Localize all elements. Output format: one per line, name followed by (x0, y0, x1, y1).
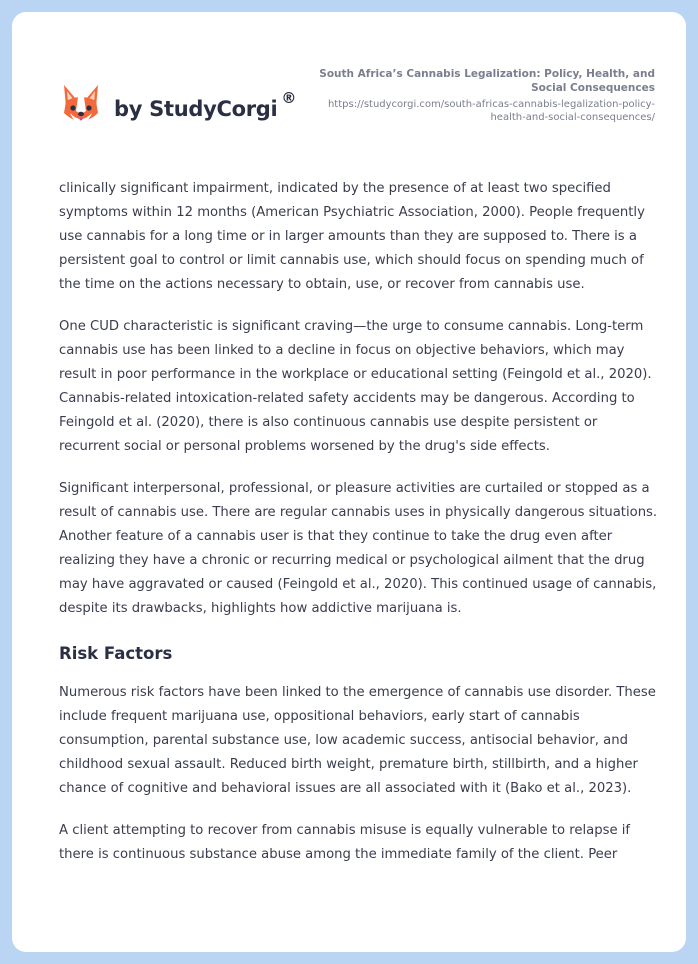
document-header-info (295, 67, 655, 124)
paragraph: A client attempting to recover from cannabis misuse is equally vulnerable to relapse if there is continuous substance abuse among the immediate family of the client. Peer (59, 823, 631, 862)
section-heading: Risk Factors (59, 644, 173, 663)
document-page (12, 12, 686, 952)
paragraph: One CUD characteristic is significant craving—the urge to consume cannabis. Long-term cannabis use has been linked to a decline in focus on objective behaviors, which may result in poor performance in the workplace or educational setting (Feingold et al., 2020). Cannabis-related intoxication-related safety accidents may be dangerous. According to Feingold et al. (2020), there is also continuous cannabis use despite persistent or recurrent social or personal problems worsened by the drug's side effects. (59, 319, 652, 454)
registered-mark: ® (281, 89, 297, 107)
document-body (59, 177, 659, 885)
document-url[interactable]: https://studycorgi.com/south-africas-cannabis-legalization-policy-health-and-social-consequences/ (327, 99, 655, 123)
paragraph: clinically significant impairment, indicated by the presence of at least two specified symptoms within 12 months (American Psychiatric Association, 2000). People frequently use cannabis for a long time or in larger amounts than they are supposed to. There is a persistent goal to control or limit cannabis use, which should focus on spending much of the time on the actions necessary to obtain, use, or recover from cannabis use. (59, 181, 645, 292)
studycorgi-logo[interactable] (60, 76, 296, 136)
paragraph: Significant interpersonal, professional, or pleasure activities are curtailed or stopped as a result of cannabis use. There are regular cannabis uses in physically dangerous situations. Another feature of a cannabis user is that they continue to take the drug even after realizing they have a chronic or recurring medical or psychological ailment that the drug may have aggravated or caused (Feingold et al., 2020). This continued usage of cannabis, despite its drawbacks, highlights how addictive marijuana is. (59, 481, 658, 616)
paragraph: Numerous risk factors have been linked to the emergence of cannabis use disorder. These include frequent marijuana use, oppositional behaviors, early start of cannabis consumption, parental substance use, low academic success, antisocial behavior, and childhood sexual assault. Reduced birth weight, premature birth, stillbirth, and a higher chance of cognitive and behavioral issues are all associated with it (Bako et al., 2023). (59, 685, 656, 796)
document-title: South Africa’s Cannabis Legalization: Policy, Health, and Social Consequences (319, 68, 655, 94)
logo-wordmark: by StudyCorgi (114, 97, 278, 121)
corgi-icon (60, 83, 102, 129)
